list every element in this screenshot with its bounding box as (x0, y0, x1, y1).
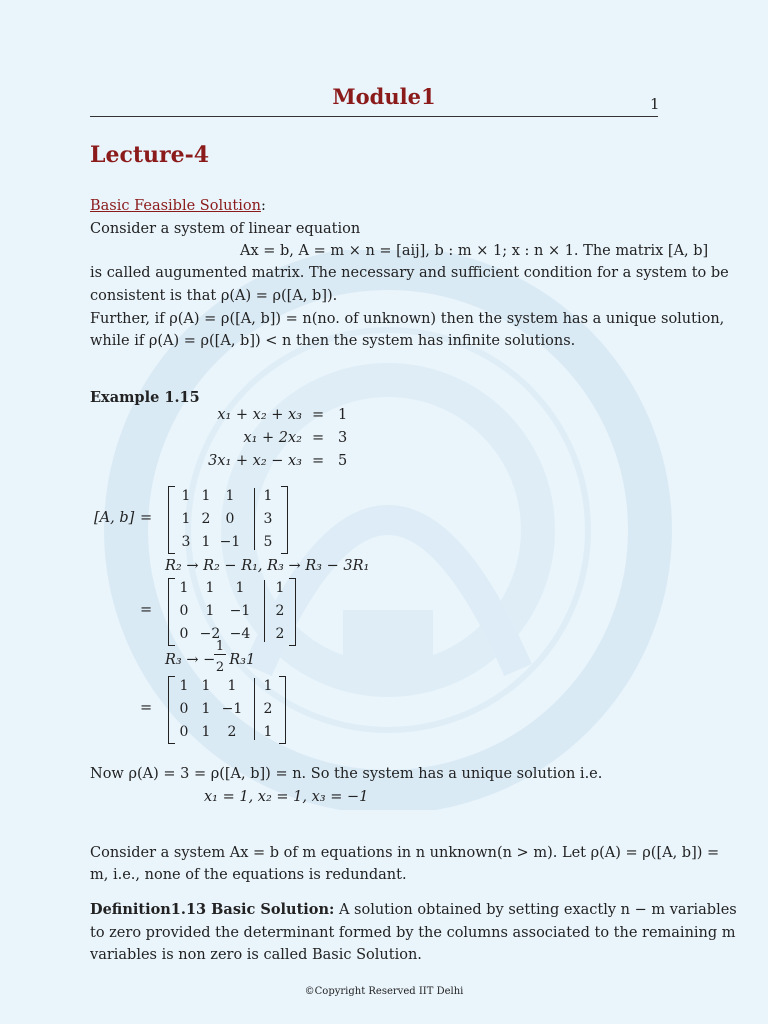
matrix-2-cell: 0 (179, 603, 189, 619)
copyright-footer: ©Copyright Reserved IIT Delhi (304, 986, 464, 997)
matrix-1-cell: −1 (219, 534, 241, 550)
equation-3-lhs: 3x₁ + x₂ − x₃ (208, 453, 302, 469)
equals-sign-2: = (140, 602, 153, 618)
matrix-3-cell: 1 (227, 678, 237, 694)
equation-2-eq: = (312, 430, 325, 446)
matrix-1-cell: 3 (263, 511, 273, 527)
matrix-2-cell: 2 (275, 603, 285, 619)
augmented-matrix-2 (168, 578, 296, 646)
definition-text-1: A solution obtained by setting exactly n − m variables (338, 902, 737, 918)
intro-line-1: Consider a system of linear equation (90, 221, 361, 237)
equation-1-rhs: 1 (338, 407, 348, 423)
matrix-3-cell: 0 (179, 701, 189, 717)
matrix-3-right-bracket (279, 676, 286, 744)
augmented-matrix-3 (168, 676, 286, 744)
system-text-line-2: m, i.e., none of the equations is redundant. (90, 867, 407, 883)
intro-line-4: consistent is that ρ(A) = ρ([A, b]). (90, 288, 338, 304)
matrix-3-cell: 1 (263, 724, 273, 740)
equals-sign-3: = (140, 700, 153, 716)
example-conclusion: Now ρ(A) = 3 = ρ([A, b]) = n. So the system has a unique solution i.e. (90, 766, 603, 782)
matrix-3-cell: 2 (263, 701, 273, 717)
matrix-3-cell: −1 (221, 701, 243, 717)
intro-line-3: is called augumented matrix. The necessary and sufficient condition for a system to be (90, 265, 729, 281)
page-number: 1 (650, 95, 660, 113)
section-heading (90, 195, 266, 217)
matrix-3-cell: 1 (201, 701, 211, 717)
intro-line-2: Ax = b, A = m × n = [aij], b : m × 1; x : n × 1. The matrix [A, b] (240, 243, 709, 259)
row-operation-2 (165, 652, 255, 668)
matrix-1-divider (254, 488, 255, 550)
matrix-2-cell: −1 (229, 603, 251, 619)
row-operation-2-suffix: R₃1 (229, 652, 256, 668)
matrix-2-cell: 2 (275, 626, 285, 642)
matrix-1-cell: 1 (201, 534, 211, 550)
fraction-numerator: 1 (215, 639, 225, 654)
fraction-denominator: 2 (215, 660, 225, 675)
system-text-line-1: Consider a system Ax = b of m equations in n unknown(n > m). Let ρ(A) = ρ([A, b]) = (90, 845, 720, 861)
section-heading-colon: : (260, 198, 266, 214)
equation-3-rhs: 5 (338, 453, 348, 469)
row-operation-2-prefix: R₃ → − (165, 652, 216, 668)
matrix-1-cell: 1 (263, 488, 273, 504)
definition-label: Definition1.13 Basic Solution: (90, 901, 335, 918)
equation-1-eq: = (312, 407, 325, 423)
matrix-2-cell: 1 (205, 603, 215, 619)
example-label: Example 1.15 (90, 389, 200, 406)
matrix-2-cell: −2 (199, 626, 221, 642)
definition-line-2: to zero provided the determinant formed by the columns associated to the remaining m (90, 925, 736, 941)
matrix-2-cell: 0 (179, 626, 189, 642)
augmented-matrix-1 (168, 486, 288, 554)
matrix-1-cell: 5 (263, 534, 273, 550)
matrix-3-divider (254, 678, 255, 740)
intro-line-6: while if ρ(A) = ρ([A, b]) < n then the system has infinite solutions. (90, 333, 576, 349)
row-operation-1: R₂ → R₂ − R₁, R₃ → R₃ − 3R₁ (165, 558, 370, 574)
matrix-2-cell: 1 (179, 580, 189, 596)
matrix-2-cell: 1 (275, 580, 285, 596)
equation-1-lhs: x₁ + x₂ + x₃ (217, 407, 302, 423)
matrix-2-cell: 1 (235, 580, 245, 596)
matrix-1-cell: 0 (225, 511, 235, 527)
example-solution: x₁ = 1, x₂ = 1, x₃ = −1 (204, 789, 369, 805)
definition-line-3: variables is non zero is called Basic Solution. (90, 947, 422, 963)
equals-sign-1: = (140, 510, 153, 526)
augmented-matrix-label: [A, b] (94, 510, 135, 526)
matrix-3-cell: 1 (179, 678, 189, 694)
matrix-3-cell: 1 (263, 678, 273, 694)
matrix-1-cell: 1 (201, 488, 211, 504)
matrix-1-cell: 2 (201, 511, 211, 527)
matrix-3-cell: 1 (201, 678, 211, 694)
matrix-3-cell: 0 (179, 724, 189, 740)
matrix-1-cell: 1 (181, 511, 191, 527)
lecture-title: Lecture-4 (90, 142, 210, 168)
equation-3-eq: = (312, 453, 325, 469)
matrix-3-cell: 1 (201, 724, 211, 740)
matrix-1-right-bracket (281, 486, 288, 554)
definition-line-1 (90, 899, 737, 921)
module-title: Module1 (332, 84, 436, 109)
matrix-1-cell: 1 (225, 488, 235, 504)
matrix-1-cell: 1 (181, 488, 191, 504)
matrix-2-cell: −4 (229, 626, 251, 642)
matrix-1-cell: 3 (181, 534, 191, 550)
equation-2-lhs: x₁ + 2x₂ (243, 430, 302, 446)
matrix-2-cell: 1 (205, 580, 215, 596)
equation-2-rhs: 3 (338, 430, 348, 446)
header-rule (90, 116, 658, 117)
matrix-3-cell: 2 (227, 724, 237, 740)
intro-line-5: Further, if ρ(A) = ρ([A, b]) = n(no. of unknown) then the system has a unique solution, (90, 311, 725, 327)
matrix-2-divider (264, 580, 265, 642)
section-heading-text: Basic Feasible Solution (90, 198, 261, 214)
